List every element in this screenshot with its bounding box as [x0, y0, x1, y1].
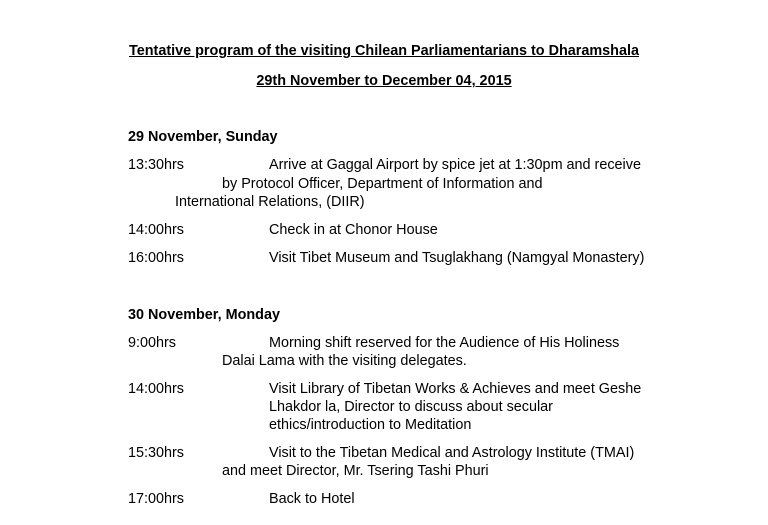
entry-time: 9:00hrs — [128, 335, 176, 351]
entry-time: 14:00hrs — [128, 381, 185, 397]
entry-text: ethics/introduction to Meditation — [269, 417, 472, 433]
entry-time: 13:30hrs — [128, 157, 185, 173]
entry-text: Back to Hotel — [269, 491, 355, 507]
entry-text: by Protocol Officer, Department of Information and — [222, 176, 543, 192]
entry-time: 16:00hrs — [128, 250, 185, 266]
entry-text: Lhakdor la, Director to discuss about secular — [269, 399, 553, 415]
entry-text: Arrive at Gaggal Airport by spice jet at 1:30pm and receive — [269, 157, 641, 173]
entry-time: 17:00hrs — [128, 491, 185, 507]
entry-text: Visit Tibet Museum and Tsuglakhang (Namgyal Monastery) — [269, 250, 645, 266]
entry-time: 14:00hrs — [128, 222, 185, 238]
entry-time: 15:30hrs — [128, 445, 185, 461]
document-title: Tentative program of the visiting Chilean Parliamentarians to Dharamshala — [129, 43, 639, 59]
entry-text: Morning shift reserved for the Audience of His Holiness — [269, 335, 620, 351]
entry-text: Check in at Chonor House — [269, 222, 438, 238]
date-range: 29th November to December 04, 2015 — [256, 73, 512, 89]
entry-text: Visit to the Tibetan Medical and Astrology Institute (TMAI) — [269, 445, 635, 461]
entry-text: Visit Library of Tibetan Works & Achieves and meet Geshe — [269, 381, 642, 397]
entry-text: International Relations, (DIIR) — [175, 194, 365, 210]
entry-text: Dalai Lama with the visiting delegates. — [222, 353, 467, 369]
day-heading: 30 November, Monday — [128, 307, 280, 323]
day-heading: 29 November, Sunday — [128, 129, 278, 145]
entry-text: and meet Director, Mr. Tsering Tashi Phuri — [222, 463, 489, 479]
